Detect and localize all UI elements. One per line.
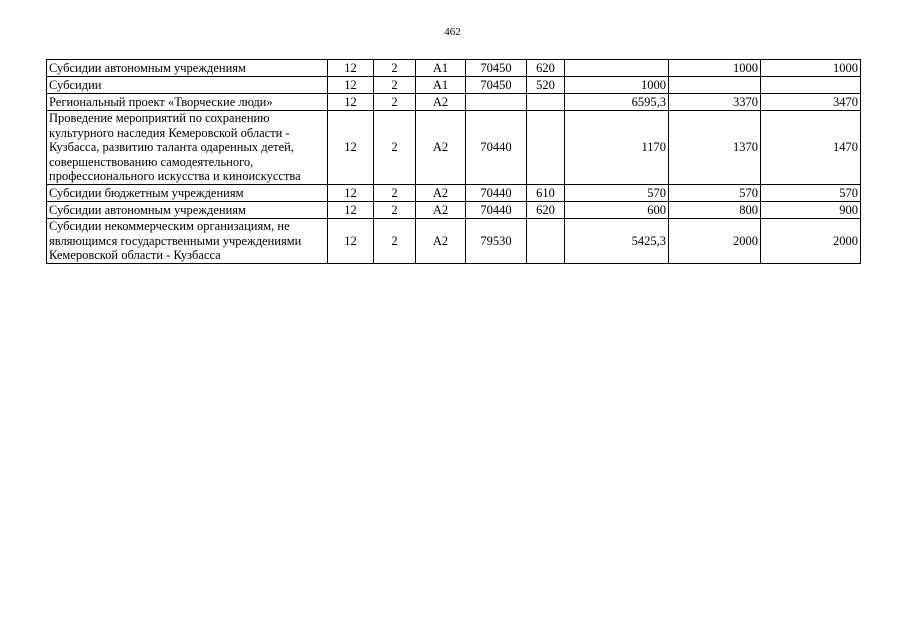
table-row — [47, 77, 861, 94]
cell-expense-type: 520 — [527, 77, 565, 94]
cell-subsection: 2 — [374, 201, 416, 218]
cell-project: А1 — [416, 60, 466, 77]
cell-amount-2: 1000 — [669, 60, 761, 77]
page-number: 462 — [444, 26, 461, 38]
cell-amount-1: 570 — [565, 184, 669, 201]
cell-direction: 70450 — [466, 77, 527, 94]
cell-section: 12 — [328, 77, 374, 94]
cell-expense-type: 620 — [527, 60, 565, 77]
cell-amount-2: 570 — [669, 184, 761, 201]
table-row — [47, 94, 861, 111]
cell-amount-3: 2000 — [761, 218, 861, 263]
cell-expense-type — [527, 94, 565, 111]
cell-subsection: 2 — [374, 77, 416, 94]
cell-section: 12 — [328, 201, 374, 218]
row-name: Проведение мероприятий по сохранению культурного наследия Кемеровской области - Кузбасса, развитию таланта одаренных детей, совершенствованию самодеятельного, профессионального искусства и киноискусства — [47, 111, 328, 185]
row-name: Субсидии — [47, 77, 328, 94]
cell-subsection: 2 — [374, 184, 416, 201]
cell-subsection: 2 — [374, 218, 416, 263]
cell-section: 12 — [328, 111, 374, 185]
cell-amount-2 — [669, 77, 761, 94]
cell-expense-type: 610 — [527, 184, 565, 201]
table-row — [47, 111, 861, 185]
cell-section: 12 — [328, 94, 374, 111]
cell-amount-3: 900 — [761, 201, 861, 218]
cell-section: 12 — [328, 184, 374, 201]
cell-direction: 79530 — [466, 218, 527, 263]
cell-direction: 70450 — [466, 60, 527, 77]
cell-amount-1: 1170 — [565, 111, 669, 185]
cell-direction: 70440 — [466, 184, 527, 201]
cell-project: А2 — [416, 184, 466, 201]
cell-project: А1 — [416, 77, 466, 94]
cell-expense-type — [527, 111, 565, 185]
cell-section: 12 — [328, 218, 374, 263]
cell-subsection: 2 — [374, 111, 416, 185]
cell-direction: 70440 — [466, 111, 527, 185]
cell-project: А2 — [416, 94, 466, 111]
budget-table — [46, 59, 861, 264]
row-name: Субсидии бюджетным учреждениям — [47, 184, 328, 201]
cell-direction: 70440 — [466, 201, 527, 218]
row-name: Субсидии автономным учреждениям — [47, 201, 328, 218]
cell-project: А2 — [416, 111, 466, 185]
cell-expense-type — [527, 218, 565, 263]
cell-amount-3 — [761, 77, 861, 94]
cell-project: А2 — [416, 201, 466, 218]
cell-amount-1: 1000 — [565, 77, 669, 94]
cell-amount-3: 570 — [761, 184, 861, 201]
cell-amount-1: 5425,3 — [565, 218, 669, 263]
cell-amount-1: 600 — [565, 201, 669, 218]
cell-amount-2: 2000 — [669, 218, 761, 263]
cell-amount-3: 1470 — [761, 111, 861, 185]
cell-subsection: 2 — [374, 94, 416, 111]
cell-subsection: 2 — [374, 60, 416, 77]
table-row — [47, 184, 861, 201]
row-name: Региональный проект «Творческие люди» — [47, 94, 328, 111]
table-row — [47, 60, 861, 77]
cell-amount-2: 1370 — [669, 111, 761, 185]
cell-amount-2: 3370 — [669, 94, 761, 111]
cell-amount-2: 800 — [669, 201, 761, 218]
row-name: Субсидии некоммерческим организациям, не являющимся государственными учреждениями Кемеровской области - Кузбасса — [47, 218, 328, 263]
cell-amount-1 — [565, 60, 669, 77]
row-name: Субсидии автономным учреждениям — [47, 60, 328, 77]
cell-expense-type: 620 — [527, 201, 565, 218]
cell-amount-3: 1000 — [761, 60, 861, 77]
cell-amount-1: 6595,3 — [565, 94, 669, 111]
cell-section: 12 — [328, 60, 374, 77]
cell-project: А2 — [416, 218, 466, 263]
table-row — [47, 201, 861, 218]
table-row — [47, 218, 861, 263]
cell-direction — [466, 94, 527, 111]
cell-amount-3: 3470 — [761, 94, 861, 111]
